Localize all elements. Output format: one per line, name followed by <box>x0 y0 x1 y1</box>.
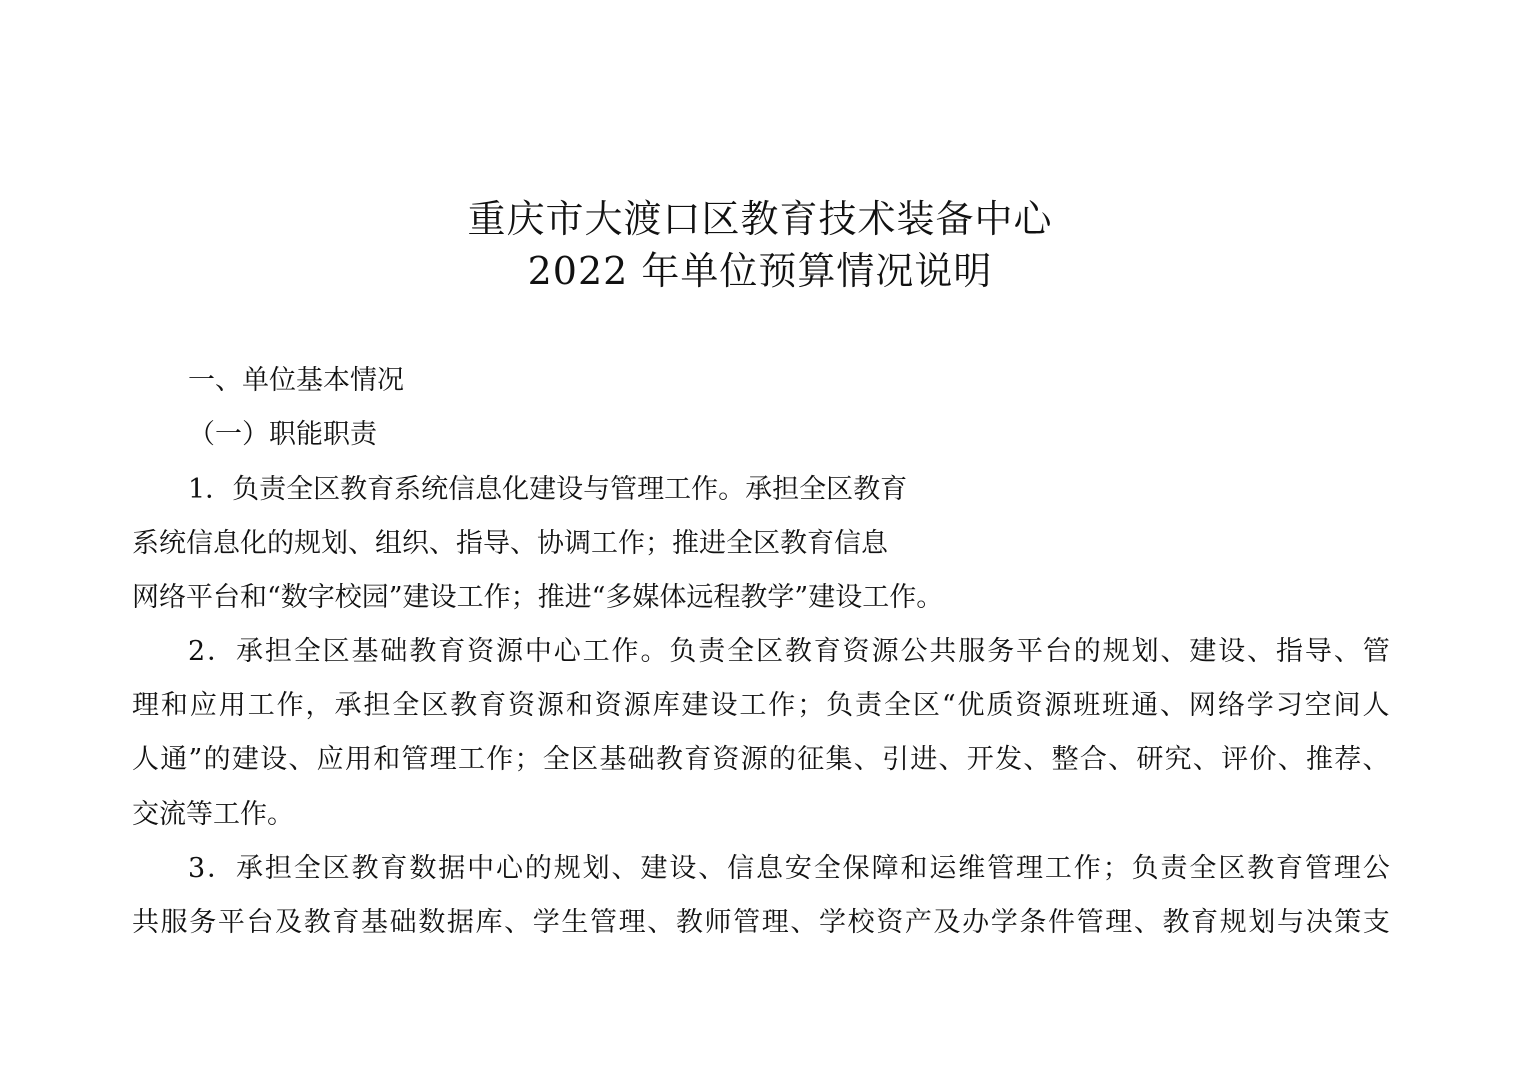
item2-line2: 理 和 应 用 工 作 ， 承 担 全 区 教 育 资 源 和 资 源 库 建 设 工 作 ； 负 责 全 区 “ 优 质 资 源 班 班 通 、 网 络 学 习 空 间 人 <box>132 690 1390 721</box>
document-title <box>0 193 1520 297</box>
item1-line2: 系统信息化的规划、组织、指导、协调工作；推进全区教育信息 <box>132 528 888 559</box>
section-heading-basic-info: 一、单位基本情况 <box>188 365 404 396</box>
item2-line3: 人 通 ” 的 建 设 、 应 用 和 管 理 工 作 ； 全 区 基 础 教 育 资 源 的 征 集 、 引 进 、 开 发 、 整 合 、 研 究 、 评 价 、 推 荐 、 <box>132 744 1390 775</box>
item3-line2: 共 服 务 平 台 及 教 育 基 础 数 据 库 、 学 生 管 理 、 教 师 管 理 、 学 校 资 产 及 办 学 条 件 管 理 、 教 育 规 划 与 决 策 支 <box>132 907 1390 938</box>
subsection-heading-duties: （一）职能职责 <box>188 419 377 450</box>
item3-line1: 3 ． 承 担 全 区 教 育 数 据 中 心 的 规 划 、 建 设 、 信 息 安 全 保 障 和 运 维 管 理 工 作 ； 负 责 全 区 教 育 管 理 公 <box>188 853 1390 884</box>
item2-line1: 2 ． 承 担 全 区 基 础 教 育 资 源 中 心 工 作 。 负 责 全 区 教 育 资 源 公 共 服 务 平 台 的 规 划 、 建 设 、 指 导 、 管 <box>188 636 1390 667</box>
item1-line3: 网络平台和“数字校园”建设工作；推进“多媒体远程教学”建设工作。 <box>132 582 944 613</box>
item1-line1: 1．负责全区教育系统信息化建设与管理工作。承担全区教育 <box>188 474 908 505</box>
title-line-1: 重庆市大渡口区教育技术装备中心 <box>467 197 1053 241</box>
item2-line4: 交流等工作。 <box>132 799 294 830</box>
title-line-2: 2022 年单位预算情况说明 <box>527 249 993 293</box>
